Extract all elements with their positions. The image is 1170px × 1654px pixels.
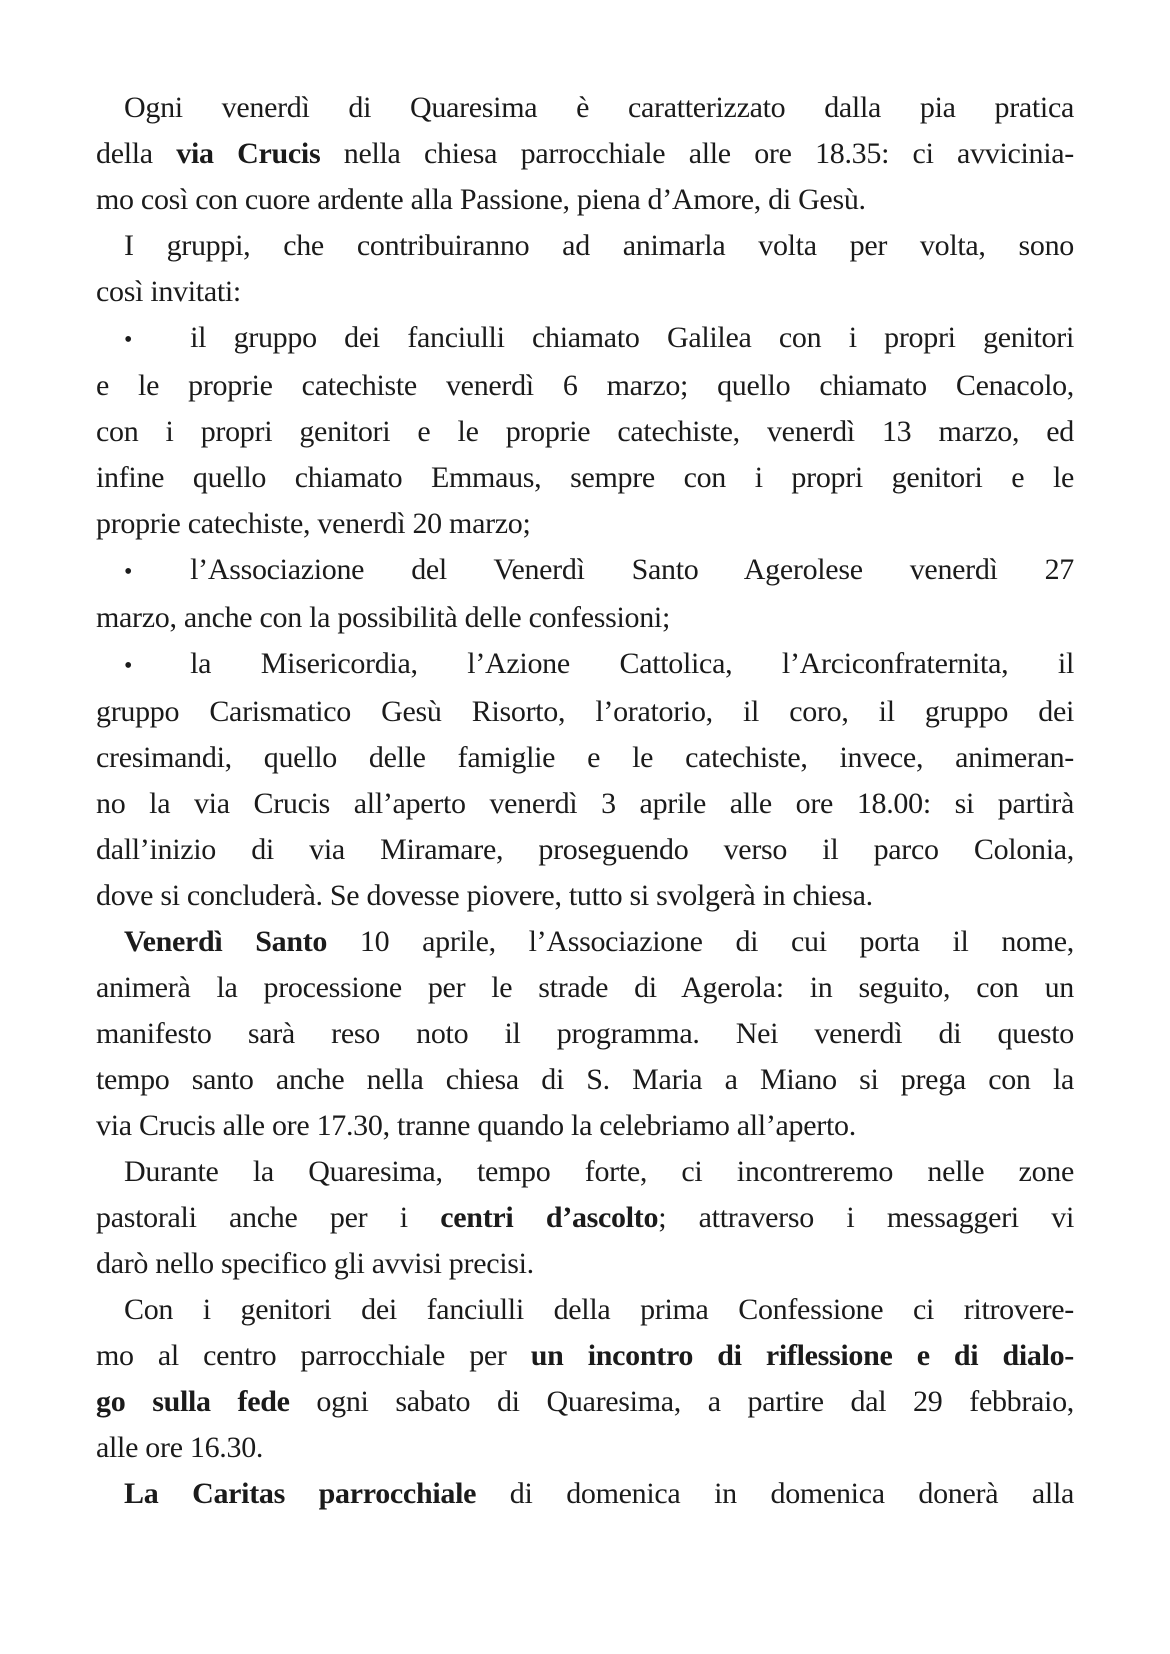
bold-text-segment: centri d’ascolto [440, 1201, 659, 1234]
bold-text-segment: Venerdì Santo [124, 925, 328, 958]
text-line [96, 85, 1074, 131]
text-line [96, 689, 1074, 735]
bold-text-segment: via Crucis [176, 137, 321, 170]
bullet-marker: • [124, 559, 133, 585]
bullet-item [96, 315, 1074, 547]
text-segment: proprie catechiste, venerdì 20 marzo; [96, 507, 531, 540]
text-segment: ogni sabato di Quaresima, a partire dal 29 febbraio, [289, 1385, 1074, 1418]
text-segment: dall’inizio di via Miramare, proseguendo verso il parco Colonia, [96, 833, 1074, 866]
text-line [96, 827, 1074, 873]
text-line [96, 269, 1074, 315]
bold-text-segment: La Caritas parrocchiale [124, 1477, 477, 1510]
text-line [96, 965, 1074, 1011]
text-segment: ; attraverso i messaggeri vi [658, 1201, 1074, 1234]
text-segment: la Misericordia, l’Azione Cattolica, l’Arciconfraternita, il [190, 647, 1074, 680]
text-segment: gruppo Carismatico Gesù Risorto, l’oratorio, il coro, il gruppo dei [96, 695, 1074, 728]
text-line [96, 1471, 1074, 1517]
text-line [96, 781, 1074, 827]
text-segment: mo al centro parrocchiale per [96, 1339, 531, 1372]
text-segment: l’Associazione del Venerdì Santo Agerolese venerdì 27 [190, 553, 1074, 586]
paragraph [96, 919, 1074, 1149]
text-line [96, 455, 1074, 501]
paragraph [96, 1287, 1074, 1471]
text-segment: e le proprie catechiste venerdì 6 marzo; quello chiamato Cenacolo, [96, 369, 1074, 402]
text-segment: via Crucis alle ore 17.30, tranne quando la celebriamo all’aperto. [96, 1109, 856, 1142]
text-segment: 10 aprile, l’Associazione di cui porta il nome, [327, 925, 1074, 958]
bullet-item [96, 641, 1074, 919]
text-segment: Con i genitori dei fanciulli della prima Confessione ci ritrovere- [124, 1293, 1074, 1326]
text-line [96, 1103, 1074, 1149]
bullet-marker: • [124, 327, 133, 353]
document-text-block [96, 85, 1074, 1517]
text-segment: manifesto sarà reso noto il programma. Nei venerdì di questo [96, 1017, 1074, 1050]
text-segment: dove si concluderà. Se dovesse piovere, tutto si svolgerà in chiesa. [96, 879, 873, 912]
text-line [96, 177, 1074, 223]
text-line [96, 1149, 1074, 1195]
text-segment: il gruppo dei fanciulli chiamato Galilea con i propri genitori [190, 321, 1074, 354]
text-segment: no la via Crucis all’aperto venerdì 3 aprile alle ore 18.00: si partirà [96, 787, 1074, 820]
text-segment: nella chiesa parrocchiale alle ore 18.35: ci avvicinia- [320, 137, 1074, 170]
text-line [96, 595, 1074, 641]
text-line [96, 919, 1074, 965]
paragraph [96, 85, 1074, 223]
text-line [96, 547, 1074, 595]
text-segment: infine quello chiamato Emmaus, sempre con i propri genitori e le [96, 461, 1074, 494]
text-segment: mo così con cuore ardente alla Passione, piena d’Amore, di Gesù. [96, 183, 866, 216]
text-line [96, 1379, 1074, 1425]
text-line [96, 131, 1074, 177]
text-line [96, 1195, 1074, 1241]
bullet-marker: • [124, 653, 133, 679]
text-segment: pastorali anche per i [96, 1201, 441, 1234]
bold-text-segment: un incontro di riflessione e di dialo- [530, 1339, 1074, 1372]
text-line [96, 223, 1074, 269]
paragraph [96, 1149, 1074, 1287]
text-line [96, 1057, 1074, 1103]
text-segment: I gruppi, che contribuiranno ad animarla volta per volta, sono [124, 229, 1074, 262]
text-segment: così invitati: [96, 275, 241, 308]
paragraph [96, 223, 1074, 315]
paragraph [96, 1471, 1074, 1517]
bullet-item [96, 547, 1074, 641]
text-segment: con i propri genitori e le proprie catechiste, venerdì 13 marzo, ed [96, 415, 1074, 448]
text-line [96, 873, 1074, 919]
text-segment: darò nello specifico gli avvisi precisi. [96, 1247, 534, 1280]
text-line [96, 363, 1074, 409]
text-segment: alle ore 16.30. [96, 1431, 264, 1464]
text-segment: di domenica in domenica donerà alla [476, 1477, 1074, 1510]
text-segment: animerà la processione per le strade di Agerola: in seguito, con un [96, 971, 1074, 1004]
text-line [96, 735, 1074, 781]
text-line [96, 1333, 1074, 1379]
text-segment: tempo santo anche nella chiesa di S. Maria a Miano si prega con la [96, 1063, 1074, 1096]
bold-text-segment: go sulla fede [96, 1385, 290, 1418]
text-line [96, 1425, 1074, 1471]
text-line [96, 409, 1074, 455]
text-segment: cresimandi, quello delle famiglie e le catechiste, invece, animeran- [96, 741, 1074, 774]
text-line [96, 501, 1074, 547]
text-segment: marzo, anche con la possibilità delle confessioni; [96, 601, 670, 634]
text-line [96, 1011, 1074, 1057]
text-line [96, 1287, 1074, 1333]
text-line [96, 641, 1074, 689]
text-line [96, 315, 1074, 363]
text-segment: Durante la Quaresima, tempo forte, ci incontreremo nelle zone [124, 1155, 1074, 1188]
text-segment: della [96, 137, 177, 170]
text-line [96, 1241, 1074, 1287]
text-segment: Ogni venerdì di Quaresima è caratterizzato dalla pia pratica [124, 91, 1074, 124]
